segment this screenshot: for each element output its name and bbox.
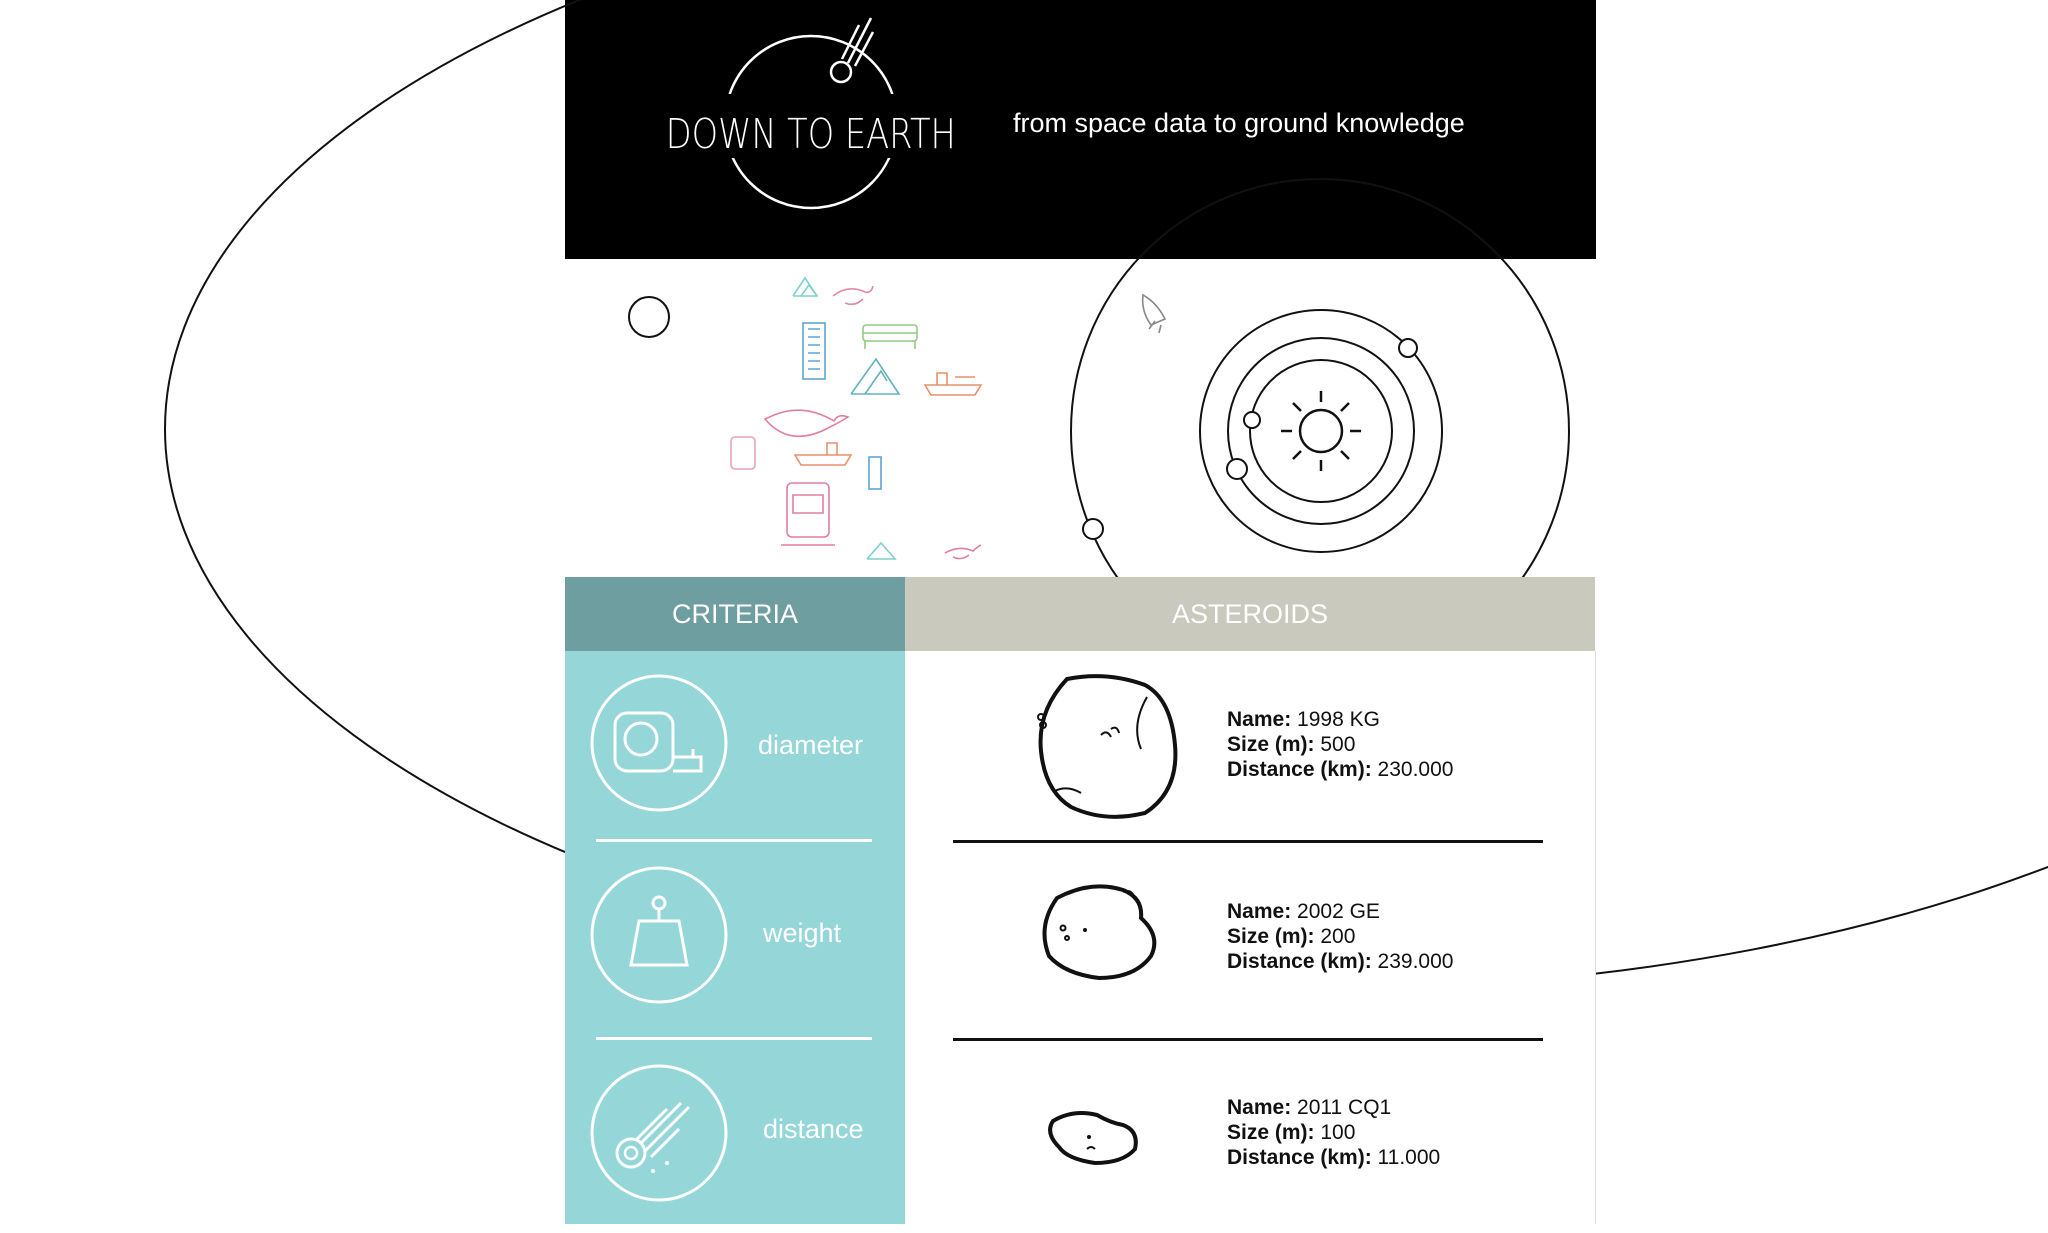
asteroid-name: 2011 CQ1 — [1297, 1096, 1392, 1119]
tagline: from space data to ground knowledge — [1013, 108, 1465, 138]
asteroid-row — [905, 1043, 1595, 1233]
name-label: Name: — [1227, 1096, 1292, 1119]
weight-icon — [589, 865, 729, 1005]
criteria-item-weight — [565, 865, 905, 1015]
asteroid-name: 1998 KG — [1297, 708, 1380, 731]
sun-icon — [1300, 410, 1342, 452]
distance-label: Distance (km): — [1227, 1146, 1372, 1169]
header-banner — [565, 0, 1596, 259]
asteroid-small-icon — [1043, 1103, 1143, 1173]
asteroid-divider — [953, 840, 1543, 843]
size-label: Size (m): — [1227, 733, 1315, 756]
rocket-icon — [1143, 295, 1165, 333]
down-to-earth-logo — [665, 0, 956, 220]
asteroid-distance: 11.000 — [1377, 1146, 1441, 1169]
name-label: Name: — [1227, 900, 1292, 923]
asteroids-heading: ASTEROIDS — [905, 577, 1595, 651]
infographic-page — [565, 0, 1596, 1224]
criteria-column — [565, 651, 905, 1224]
distance-label: Distance (km): — [1227, 758, 1372, 781]
moon-icon — [629, 297, 669, 337]
asteroid-info — [1227, 899, 1453, 974]
asteroid-distance: 230.000 — [1377, 758, 1454, 781]
asteroid-size: 200 — [1320, 925, 1356, 948]
criteria-divider — [596, 839, 872, 842]
asteroid-row — [905, 651, 1595, 841]
planet-2 — [1227, 459, 1247, 479]
distance-label: Distance (km): — [1227, 950, 1372, 973]
criteria-heading: CRITERIA — [565, 577, 905, 651]
tape-measure-icon — [589, 673, 729, 813]
name-label: Name: — [1227, 708, 1292, 731]
asteroid-name: 2002 GE — [1297, 900, 1380, 923]
asteroid-medium-icon — [1027, 882, 1167, 987]
size-label: Size (m): — [1227, 1121, 1315, 1144]
criteria-label: weight — [763, 918, 842, 948]
asteroid-distance: 239.000 — [1377, 950, 1454, 973]
size-label: Size (m): — [1227, 925, 1315, 948]
criteria-item-distance — [565, 1063, 905, 1213]
asteroid-info — [1227, 1095, 1440, 1170]
planet-4 — [1083, 519, 1103, 539]
criteria-item-diameter — [565, 673, 905, 823]
asteroid-row — [905, 847, 1595, 1037]
asteroid-info — [1227, 707, 1453, 782]
asteroid-size: 500 — [1320, 733, 1356, 756]
asteroid-large-icon — [1027, 667, 1187, 827]
meteor-icon — [589, 1063, 729, 1203]
asteroid-size: 100 — [1320, 1121, 1356, 1144]
hero-illustration — [565, 259, 1596, 577]
asteroids-column — [905, 651, 1596, 1224]
planet-3 — [1399, 339, 1417, 357]
planet-1 — [1244, 412, 1260, 428]
earth-doodles — [731, 278, 981, 559]
criteria-label: diameter — [758, 730, 864, 760]
criteria-divider — [596, 1037, 872, 1040]
criteria-label: distance — [763, 1114, 864, 1144]
logo-text: DOWN TO EARTH — [665, 109, 956, 158]
asteroid-divider — [953, 1038, 1543, 1041]
